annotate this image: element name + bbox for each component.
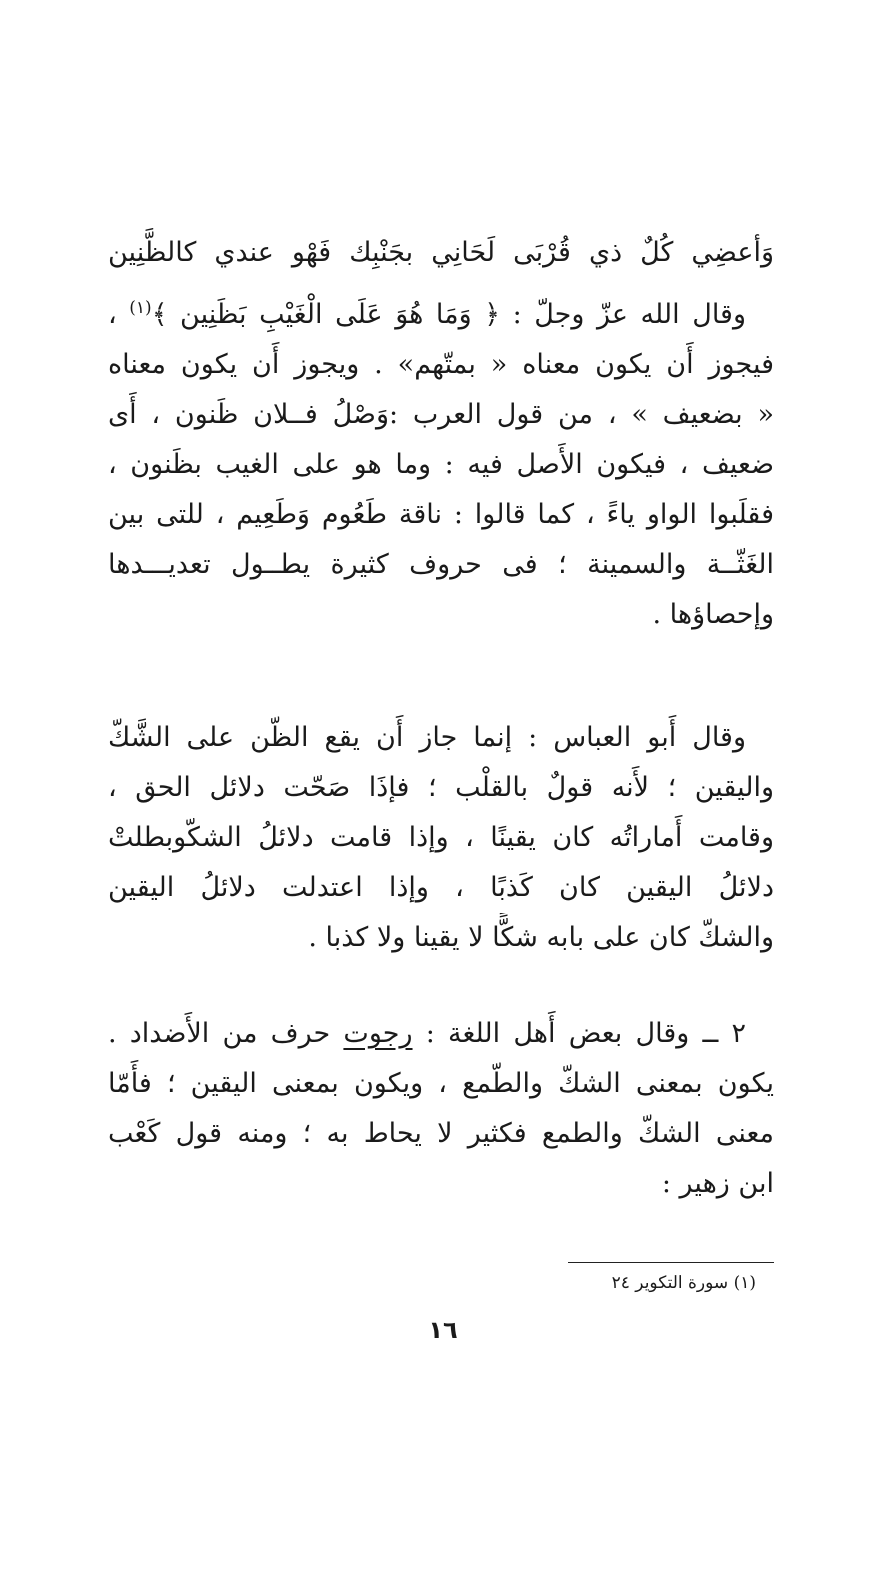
paragraph-1-line-1-tail: ، [108, 299, 130, 330]
paragraph-3-line-1-suffix: حرف من الأَضداد . [108, 1018, 344, 1049]
footnote-divider [568, 1262, 774, 1263]
paragraph-2-line-4: دلائلُ اليقين كان كَذبًا ، وإذا اعتدلت دلائلُ اليقين [108, 872, 774, 903]
paragraph-1-line-6: الغَثّــة والسمينة ؛ فى حروف كثيرة يطــول تعديـــدها [108, 549, 774, 580]
paragraph-3 [108, 1009, 774, 1209]
paragraph-1-line-2: فيجوز أَن يكون معناه « بمتّهم» . ويجوز أَن يكون معناه [108, 349, 774, 380]
underlined-word: رجوت [343, 1018, 413, 1049]
paragraph-1-line-1 [108, 290, 774, 340]
paragraph-3-line-2: يكون بمعنى الشكّ والطّمع ، ويكون بمعنى اليقين ؛ فأَمّا [108, 1068, 774, 1099]
paragraph-1-line-4: ضعيف ، فيكون الأَصل فيه : وما هو على الغيب بظَنون ، [108, 449, 774, 480]
footnote: (١) سورة التكوير ٢٤ [611, 1273, 756, 1293]
verse-block [108, 228, 774, 278]
paragraph-2-line-5: والشكّ كان على بابه شكًّا لا يقينا ولا كذبا . [308, 922, 774, 953]
paragraph-3-line-4: ابن زهير : [661, 1168, 774, 1199]
paragraph-1-line-5: فقلَبوا الواو ياءً ، كما قالوا : ناقة طَعُوم وَطَعِيم ، للتى بين [108, 499, 774, 530]
paragraph-2-line-2: واليقين ؛ لأَنه قولٌ بالقلْب ؛ فإذَا صَحّت دلائل الحق ، [108, 772, 774, 803]
verse-line: وَأعضِي كُلٌ ذي قُرْبَى لَحَانِي بجَنْبِك فَهْو عندي كالظَّنِين [108, 237, 774, 268]
paragraph-2-line-3: وقامت أَماراتُه كان يقينًا ، وإذا قامت دلائلُ الشكّوبطلتْ [108, 822, 774, 853]
footnote-marker: (١) [129, 298, 152, 318]
paragraph-2-line-1: وقال أَبو العباس : إنما جاز أَن يقع الظّن على الشَّكّ [108, 722, 746, 753]
paragraph-3-line-1 [108, 1009, 774, 1059]
section-number-intro: ٢ ــ وقال بعض أَهل اللغة : [412, 1018, 746, 1049]
quran-quote: وقال الله عزّ وجلّ : ﴿ وَمَا هُوَ عَلَى الْغَيْبِ بَظَنِين ﴾ [151, 299, 746, 330]
paragraph-1 [108, 290, 774, 640]
paragraph-2 [108, 713, 774, 963]
paragraph-1-line-7: وإحصاؤها . [652, 599, 774, 630]
paragraph-3-line-3: معنى الشكّ والطمع فكثير لا يحاط به ؛ ومنه قول كَعْب [108, 1118, 774, 1149]
page-number: ١٦ [428, 1316, 458, 1344]
paragraph-1-line-3: « بضعيف » ، من قول العرب :وَصْلُ فــلان ظَنون ، أَى [108, 399, 774, 430]
